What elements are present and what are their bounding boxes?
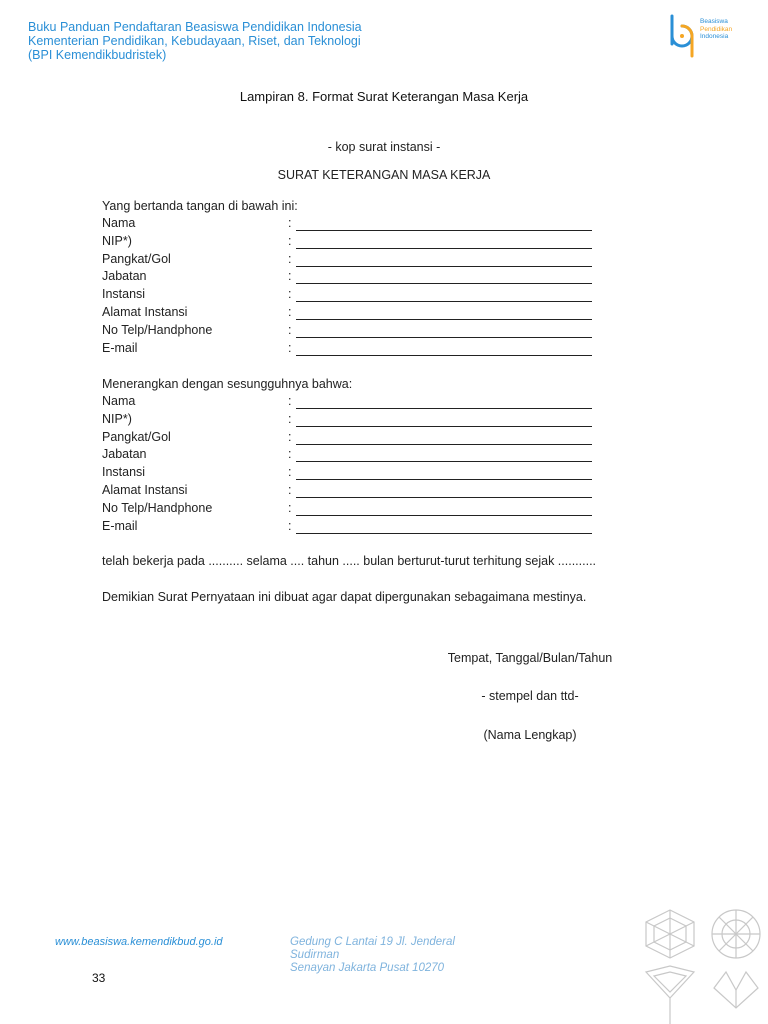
field-colon: :	[288, 304, 292, 319]
fill-in-line	[296, 355, 592, 356]
signature-stamp: - stempel dan ttd-	[481, 689, 579, 703]
field-colon: :	[288, 518, 292, 533]
field-label: E-mail	[102, 340, 138, 355]
field-label: Pangkat/Gol	[102, 429, 171, 444]
field-colon: :	[288, 233, 292, 248]
field-colon: :	[288, 411, 292, 426]
field-colon: :	[288, 465, 292, 480]
form-row	[102, 483, 602, 501]
form-row	[102, 234, 602, 252]
header-line-1: Buku Panduan Pendaftaran Beasiswa Pendidikan Indonesia	[28, 20, 362, 34]
bpi-logo	[666, 14, 746, 60]
field-colon: :	[288, 322, 292, 337]
field-label: Jabatan	[102, 269, 147, 284]
form-row	[102, 430, 602, 448]
page-title: Lampiran 8. Format Surat Keterangan Masa Kerja	[239, 89, 529, 104]
page-number: 33	[92, 971, 106, 985]
form-row	[102, 269, 602, 287]
field-colon: :	[288, 500, 292, 515]
field-colon: :	[288, 269, 292, 284]
logo-wordmark	[700, 18, 732, 41]
field-label: Jabatan	[102, 447, 147, 462]
section1-intro: Yang bertanda tangan di bawah ini:	[102, 199, 298, 213]
form-row	[102, 465, 602, 483]
form-row	[102, 341, 602, 359]
decorative-pattern-icon	[632, 900, 768, 1024]
footer-address	[290, 936, 455, 975]
field-colon: :	[288, 394, 292, 408]
form-row	[102, 305, 602, 323]
fill-in-line	[296, 515, 592, 516]
form-row	[102, 412, 602, 430]
signature-place-date: Tempat, Tanggal/Bulan/Tahun	[447, 651, 613, 665]
signature-name: (Nama Lengkap)	[483, 728, 577, 742]
kop-placeholder: - kop surat instansi -	[327, 140, 441, 154]
address-line-3: Senayan Jakarta Pusat 10270	[290, 962, 445, 974]
field-colon: :	[288, 340, 292, 355]
fill-in-line	[296, 444, 592, 445]
header-line-3: (BPI Kemendikbudristek)	[28, 48, 167, 62]
field-label: Nama	[102, 216, 136, 230]
field-colon: :	[288, 216, 292, 230]
fill-in-line	[296, 248, 592, 249]
fill-in-line	[296, 230, 592, 231]
logo-line-1: Beasiswa	[700, 18, 728, 25]
section1-fields	[102, 216, 602, 358]
fill-in-line	[296, 426, 592, 427]
field-label: No Telp/Handphone	[102, 322, 213, 337]
fill-in-line	[296, 319, 592, 320]
field-label: No Telp/Handphone	[102, 500, 213, 515]
fill-in-line	[296, 337, 592, 338]
fill-in-line	[296, 479, 592, 480]
field-colon: :	[288, 447, 292, 462]
address-line-2: Sudirman	[290, 949, 340, 961]
field-label: Alamat Instansi	[102, 482, 188, 497]
closing-statement: Demikian Surat Pernyataan ini dibuat agar dapat dipergunakan sebagaimana mestinya.	[102, 590, 587, 604]
fill-in-line	[296, 533, 592, 534]
field-label: NIP*)	[102, 233, 132, 248]
field-colon: :	[288, 287, 292, 302]
field-colon: :	[288, 251, 292, 266]
fill-in-line	[296, 266, 592, 267]
logo-line-3: Indonesia	[700, 33, 729, 40]
field-label: E-mail	[102, 518, 138, 533]
bpi-logo-mark-icon	[666, 14, 700, 60]
fill-in-line	[296, 301, 592, 302]
section2-fields	[102, 394, 602, 536]
form-row	[102, 216, 602, 234]
letter-title: SURAT KETERANGAN MASA KERJA	[277, 168, 491, 182]
field-label: NIP*)	[102, 411, 132, 426]
document-header	[28, 20, 362, 62]
fill-in-line	[296, 461, 592, 462]
fill-in-line	[296, 408, 592, 409]
field-label: Pangkat/Gol	[102, 251, 171, 266]
form-row	[102, 394, 602, 412]
logo-line-2: Pendidikan	[700, 25, 733, 33]
field-label: Instansi	[102, 287, 146, 302]
field-label: Nama	[102, 394, 136, 408]
field-label: Alamat Instansi	[102, 304, 188, 319]
work-statement: telah bekerja pada .......... selama .... tahun ..... bulan berturut-turut terhitung sejak ...........	[102, 554, 597, 568]
header-line-2: Kementerian Pendidikan, Kebudayaan, Riset, dan Teknologi	[28, 34, 361, 48]
footer-url: www.beasiswa.kemendikbud.go.id	[55, 936, 223, 948]
form-row	[102, 252, 602, 270]
field-label: Instansi	[102, 465, 146, 480]
address-line-1: Gedung C Lantai 19 Jl. Jenderal	[290, 936, 455, 948]
form-row	[102, 519, 602, 537]
form-row	[102, 323, 602, 341]
fill-in-line	[296, 283, 592, 284]
field-colon: :	[288, 429, 292, 444]
form-row	[102, 447, 602, 465]
form-row	[102, 287, 602, 305]
fill-in-line	[296, 497, 592, 498]
form-row	[102, 501, 602, 519]
section2-intro: Menerangkan dengan sesungguhnya bahwa:	[102, 377, 353, 391]
field-colon: :	[288, 482, 292, 497]
